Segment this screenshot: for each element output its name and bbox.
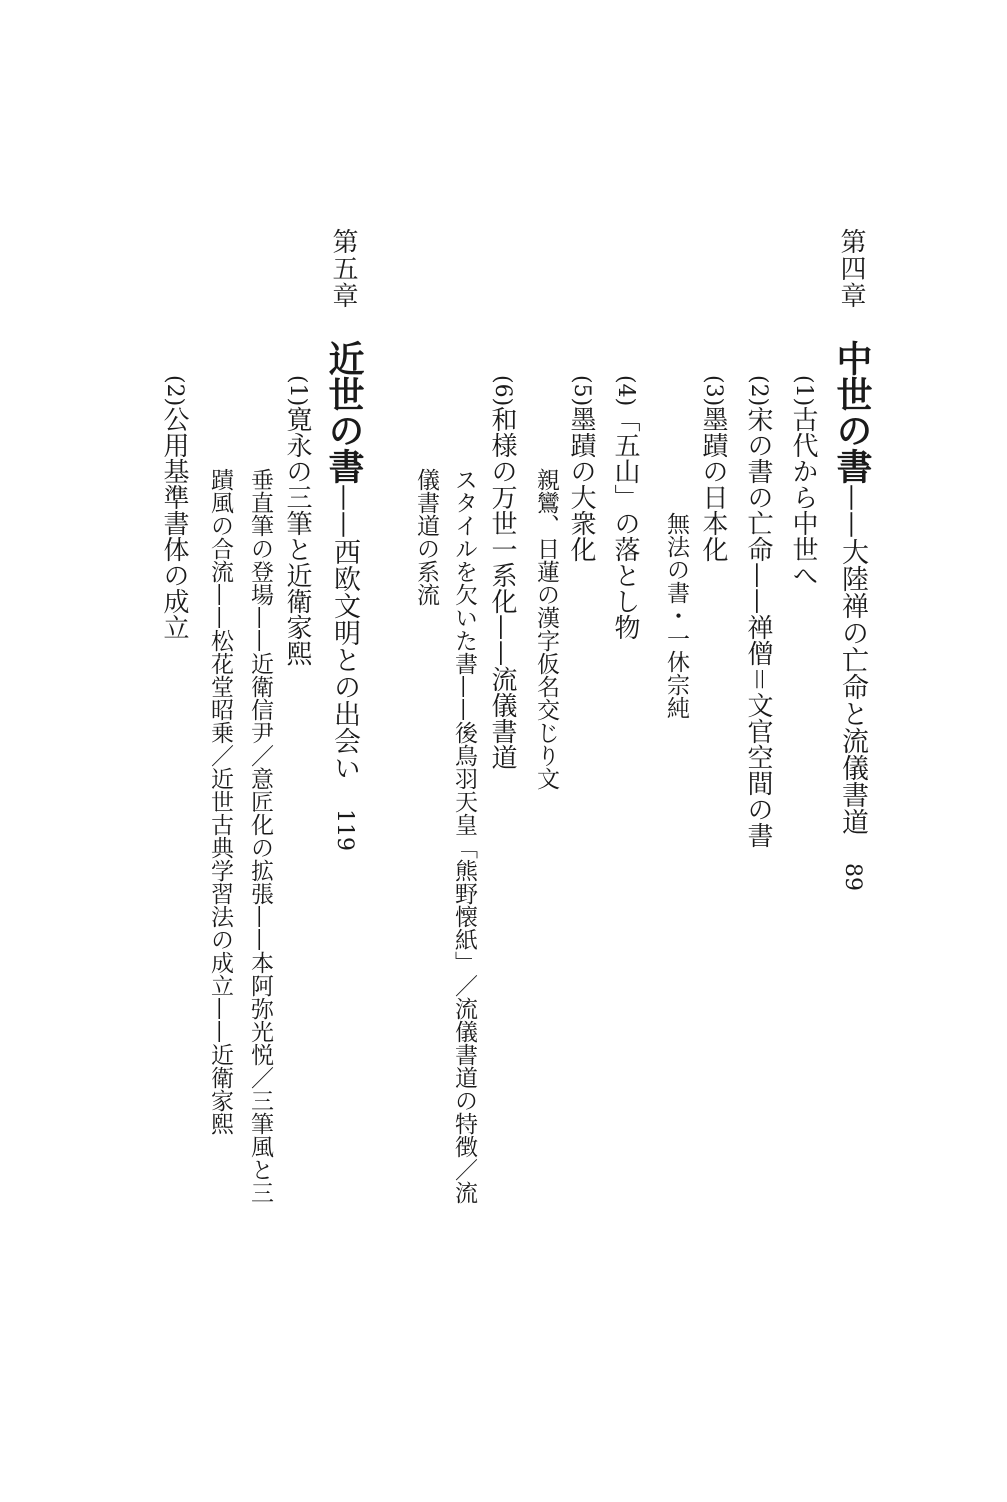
- chapter5-title-main: 近世の書: [323, 340, 365, 484]
- chapter4-page-number: 89: [840, 863, 865, 891]
- section-number: (6): [490, 375, 515, 407]
- section-title: 墨蹟の大衆化: [566, 406, 596, 563]
- chapter5-page-number: 119: [332, 809, 357, 851]
- section-number: (5): [569, 375, 594, 407]
- section-number: (2): [746, 375, 771, 407]
- section-title: 宋の書の亡命——禅僧＝文官空間の書: [743, 406, 773, 849]
- chapter4-section-3: [700, 375, 726, 562]
- section-number: (1): [791, 375, 816, 407]
- chapter4-section-3-detail: 無法の書・一休宗純: [663, 512, 689, 719]
- chapter5-section-1-detail-2: 蹟風の合流——松花堂昭乗／近世古典学習法の成立——近衛家熙: [207, 468, 233, 1135]
- chapter5-title: [323, 340, 365, 851]
- chapter4-section-2: [745, 375, 771, 848]
- chapter4-section-5: [568, 375, 594, 562]
- section-title: 公用基準書体の成立: [159, 406, 189, 641]
- chapter5-section-1-detail-1: 垂直筆の登場——近衛信尹／意匠化の拡張——本阿弥光悦／三筆風と三: [247, 468, 273, 1204]
- chapter4-section-5-detail: 親鸞、日蓮の漢字仮名交じり文: [533, 468, 559, 790]
- chapter4-section-6-detail-2: 儀書道の系流: [413, 468, 439, 606]
- section-number: (3): [701, 375, 726, 407]
- chapter5-label: 第五章: [328, 228, 358, 309]
- section-title: 寛永の三筆と近衛家熙: [282, 406, 312, 667]
- section-title: 「五山」の落とし物: [610, 406, 640, 641]
- section-number: (2): [162, 375, 187, 407]
- chapter5-section-2: [161, 375, 187, 640]
- section-title: 墨蹟の日本化: [698, 406, 728, 563]
- chapter4-label: 第四章: [836, 228, 866, 309]
- chapter5-section-1: [284, 375, 310, 666]
- section-title: 古代から中世へ: [788, 406, 818, 589]
- section-number: (4): [613, 375, 638, 407]
- chapter4-section-6: [489, 375, 515, 770]
- chapter4-title: [831, 340, 873, 891]
- chapter5-title-sub: ——西欧文明との出会い: [329, 484, 360, 781]
- chapter4-section-6-detail-1: スタイルを欠いた書——後鳥羽天皇「熊野懐紙」／流儀書道の特徴／流: [451, 468, 477, 1204]
- chapter4-section-4: [612, 375, 638, 640]
- chapter4-title-sub: ——大陸禅の亡命と流儀書道: [837, 484, 868, 835]
- chapter4-title-main: 中世の書: [831, 340, 873, 484]
- section-number: (1): [285, 375, 310, 407]
- section-title: 和様の万世一系化——流儀書道: [487, 406, 517, 771]
- chapter4-section-1: [790, 375, 816, 588]
